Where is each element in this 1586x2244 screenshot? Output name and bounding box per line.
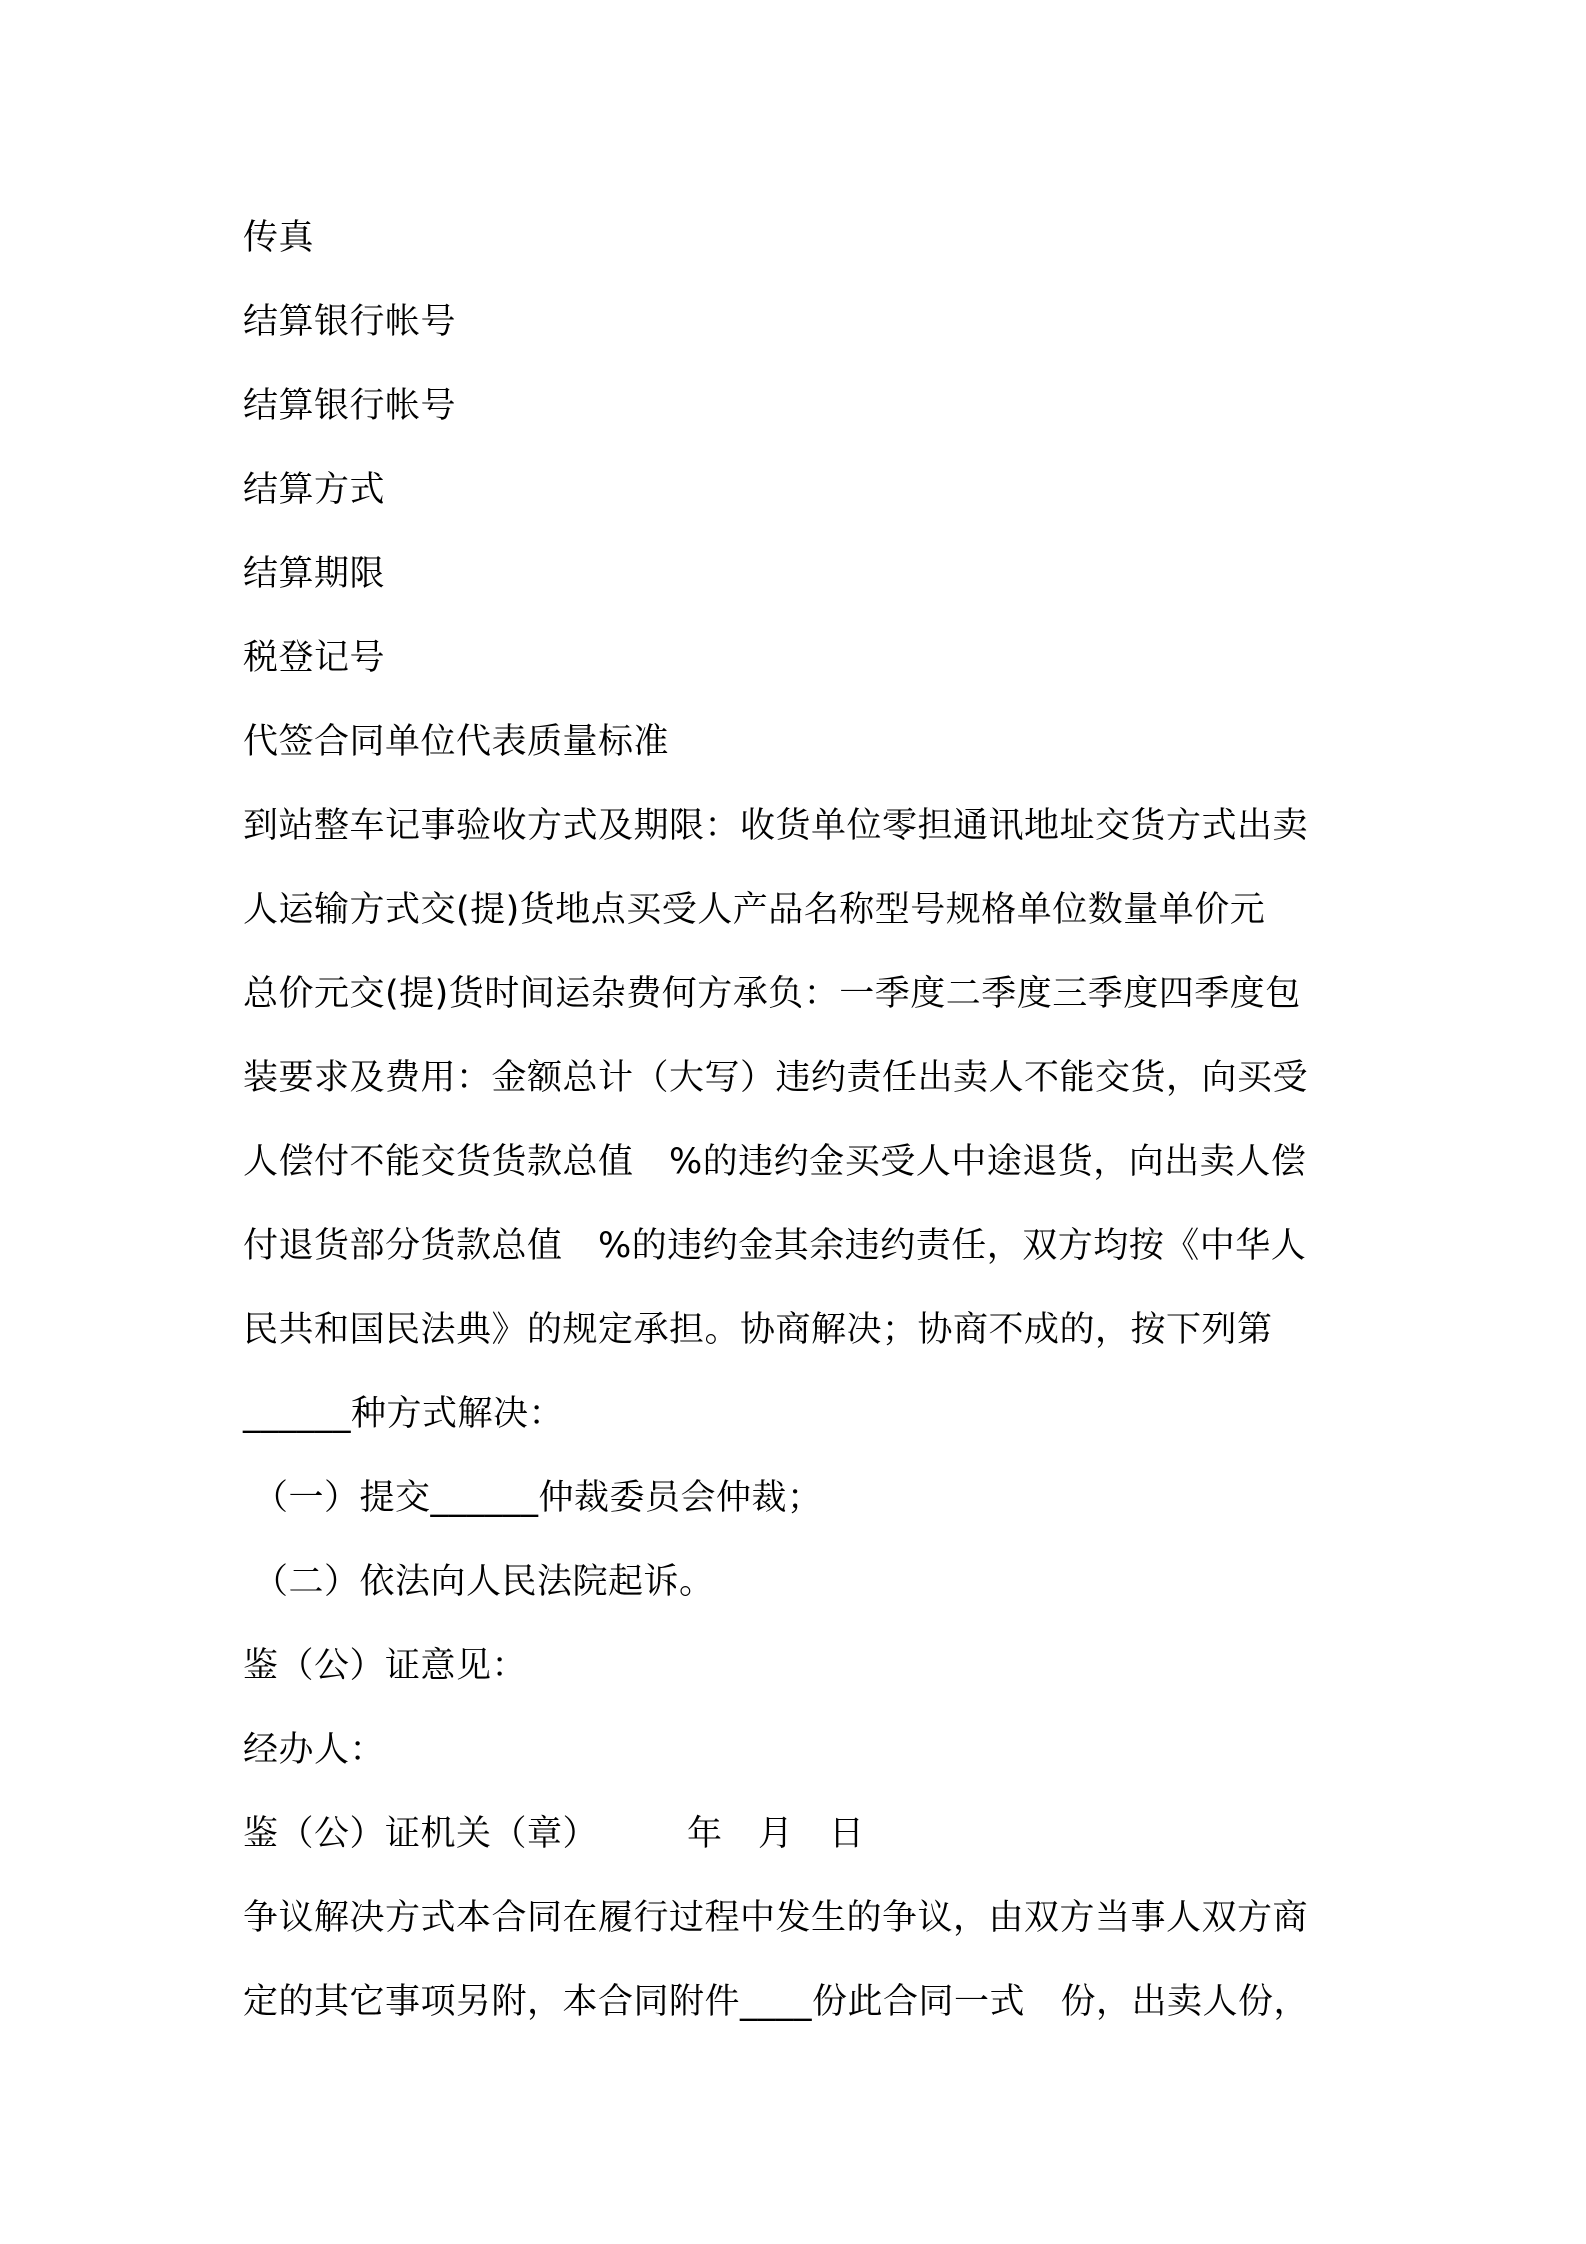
agent-quality-standard-line: 代签合同单位代表质量标准 xyxy=(243,722,670,762)
contract-text-line: 人偿付不能交货货款总值 %的违约金买受人中途退货，向出卖人偿 xyxy=(243,1142,1307,1182)
dispute-method-line: ______种方式解决： xyxy=(243,1394,565,1434)
contract-text-line: 总价元交(提)货时间运杂费何方承负：一季度二季度三季度四季度包 xyxy=(243,974,1301,1014)
contract-text-line: 到站整车记事验收方式及期限：收货单位零担通讯地址交货方式出卖 xyxy=(243,806,1309,846)
contract-text-line: 付退货部分货款总值 %的违约金其余违约责任，双方均按《中华人 xyxy=(243,1226,1307,1266)
settlement-bank-account-label: 结算银行帐号 xyxy=(243,302,457,342)
notary-office-seal-date: 鉴（公）证机关（章） 年 月 日 xyxy=(243,1814,865,1854)
tax-registration-label: 税登记号 xyxy=(243,638,386,678)
notarization-opinion-label: 鉴（公）证意见： xyxy=(243,1646,528,1686)
court-option: （二）依法向人民法院起诉。 xyxy=(253,1562,715,1602)
dispute-resolution-line: 争议解决方式本合同在履行过程中发生的争议，由双方当事人双方商 xyxy=(243,1898,1309,1938)
settlement-bank-account-label-2: 结算银行帐号 xyxy=(243,386,457,426)
handler-label: 经办人： xyxy=(243,1730,386,1770)
settlement-period-label: 结算期限 xyxy=(243,554,386,594)
contract-text-line: 装要求及费用：金额总计（大写）违约责任出卖人不能交货，向买受 xyxy=(243,1058,1309,1098)
attachments-copies-line: 定的其它事项另附，本合同附件____份此合同一式 份，出卖人份， xyxy=(243,1982,1310,2022)
document-body xyxy=(243,196,1363,2044)
fax-label: 传真 xyxy=(243,218,315,258)
contract-text-line: 民共和国民法典》的规定承担。协商解决；协商不成的，按下列第 xyxy=(243,1310,1273,1350)
arbitration-option: （一）提交______仲裁委员会仲裁； xyxy=(253,1478,823,1518)
settlement-method-label: 结算方式 xyxy=(243,470,386,510)
contract-text-line: 人运输方式交(提)货地点买受人产品名称型号规格单位数量单价元 xyxy=(243,890,1266,930)
